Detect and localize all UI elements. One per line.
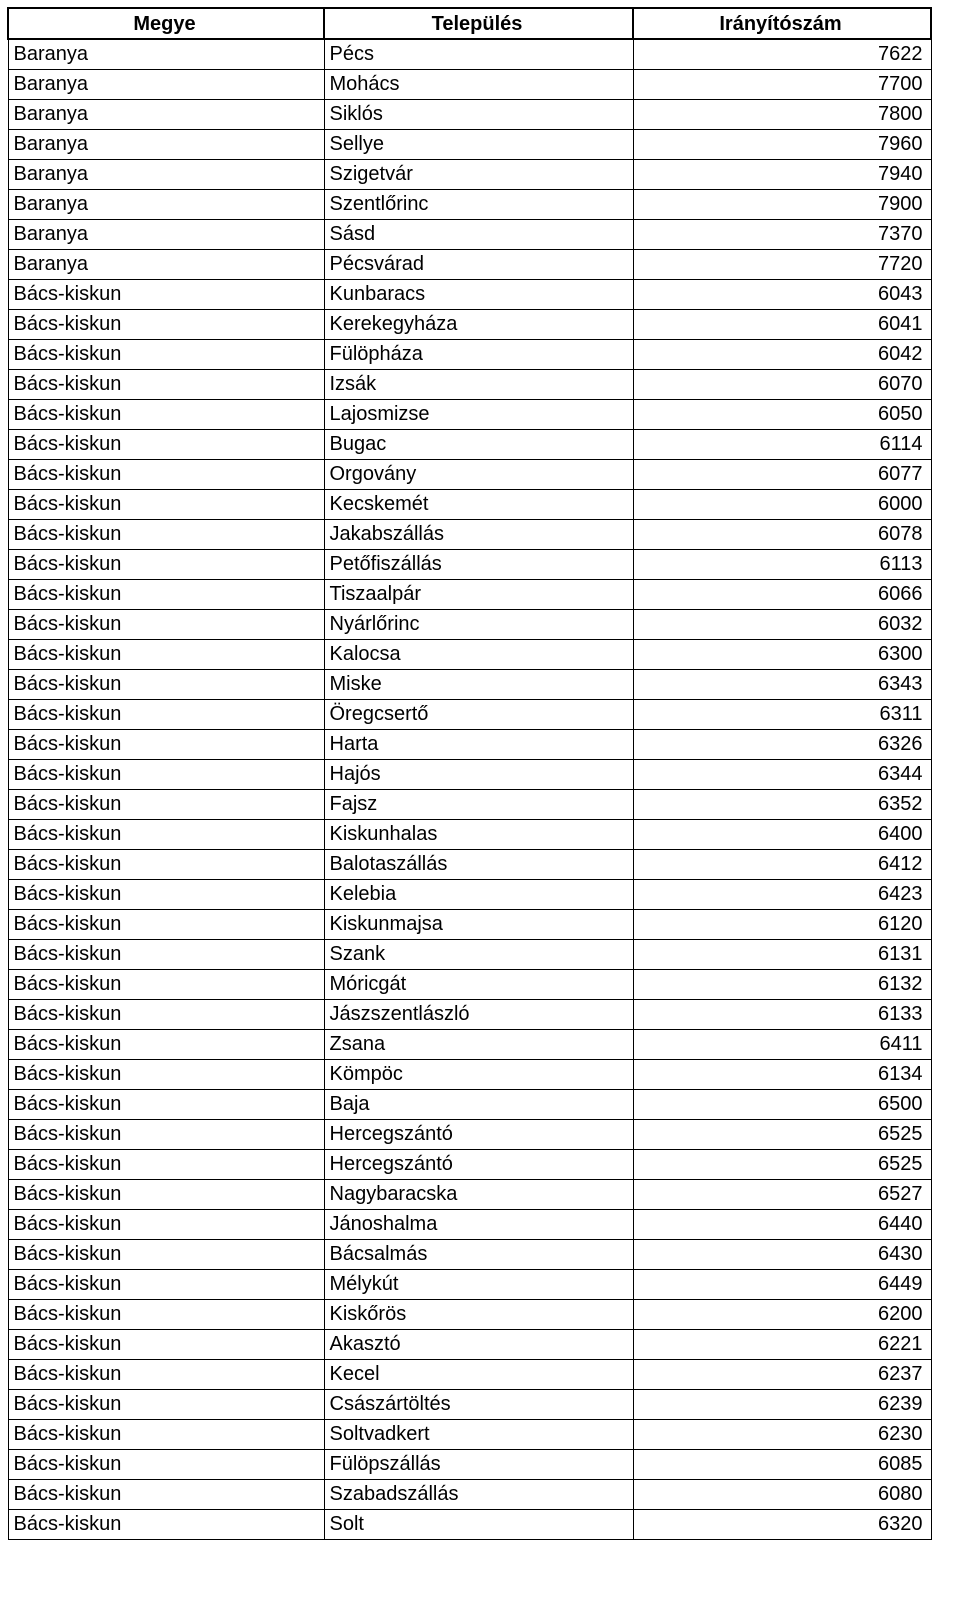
cell-county: Bács-kiskun [8, 969, 324, 999]
cell-county: Bács-kiskun [8, 639, 324, 669]
cell-settlement: Pécs [324, 39, 633, 69]
cell-postal-code: 7700 [633, 69, 931, 99]
table-row [8, 1389, 931, 1419]
cell-settlement: Kiskunmajsa [324, 909, 633, 939]
cell-postal-code: 6133 [633, 999, 931, 1029]
cell-postal-code: 7800 [633, 99, 931, 129]
cell-settlement: Tiszaalpár [324, 579, 633, 609]
cell-county: Bács-kiskun [8, 489, 324, 519]
cell-county: Bács-kiskun [8, 999, 324, 1029]
cell-county: Bács-kiskun [8, 1389, 324, 1419]
cell-settlement: Móricgát [324, 969, 633, 999]
cell-settlement: Jánoshalma [324, 1209, 633, 1239]
cell-settlement: Hajós [324, 759, 633, 789]
cell-settlement: Szigetvár [324, 159, 633, 189]
cell-county: Bács-kiskun [8, 759, 324, 789]
cell-county: Baranya [8, 129, 324, 159]
cell-county: Bács-kiskun [8, 429, 324, 459]
cell-settlement: Pécsvárad [324, 249, 633, 279]
cell-settlement: Kecskemét [324, 489, 633, 519]
table-row [8, 879, 931, 909]
cell-county: Baranya [8, 39, 324, 69]
table-row [8, 969, 931, 999]
cell-postal-code: 6120 [633, 909, 931, 939]
table-row [8, 129, 931, 159]
table-row [8, 399, 931, 429]
cell-postal-code: 6132 [633, 969, 931, 999]
cell-county: Bács-kiskun [8, 729, 324, 759]
postal-code-table [7, 7, 932, 1540]
table-row [8, 459, 931, 489]
cell-settlement: Harta [324, 729, 633, 759]
cell-postal-code: 6525 [633, 1119, 931, 1149]
table-row [8, 339, 931, 369]
cell-settlement: Soltvadkert [324, 1419, 633, 1449]
cell-postal-code: 6239 [633, 1389, 931, 1419]
cell-settlement: Bácsalmás [324, 1239, 633, 1269]
cell-postal-code: 6344 [633, 759, 931, 789]
table-row [8, 819, 931, 849]
cell-settlement: Szabadszállás [324, 1479, 633, 1509]
cell-postal-code: 6113 [633, 549, 931, 579]
cell-postal-code: 6041 [633, 309, 931, 339]
cell-settlement: Lajosmizse [324, 399, 633, 429]
column-header-postal-code: Irányítószám [633, 8, 931, 39]
cell-postal-code: 6078 [633, 519, 931, 549]
cell-postal-code: 6230 [633, 1419, 931, 1449]
column-header-county: Megye [8, 8, 324, 39]
cell-settlement: Kunbaracs [324, 279, 633, 309]
cell-settlement: Petőfiszállás [324, 549, 633, 579]
cell-county: Bács-kiskun [8, 579, 324, 609]
cell-settlement: Szentlőrinc [324, 189, 633, 219]
cell-county: Baranya [8, 249, 324, 279]
table-row [8, 1359, 931, 1389]
cell-settlement: Izsák [324, 369, 633, 399]
cell-postal-code: 6449 [633, 1269, 931, 1299]
cell-county: Bács-kiskun [8, 279, 324, 309]
cell-postal-code: 7940 [633, 159, 931, 189]
table-row [8, 489, 931, 519]
table-row [8, 1419, 931, 1449]
cell-postal-code: 6343 [633, 669, 931, 699]
cell-county: Bács-kiskun [8, 1029, 324, 1059]
cell-settlement: Jászszentlászló [324, 999, 633, 1029]
cell-postal-code: 6300 [633, 639, 931, 669]
table-row [8, 579, 931, 609]
cell-postal-code: 6043 [633, 279, 931, 309]
column-header-settlement: Település [324, 8, 633, 39]
cell-county: Bács-kiskun [8, 309, 324, 339]
table-row [8, 189, 931, 219]
cell-county: Bács-kiskun [8, 1299, 324, 1329]
cell-postal-code: 7960 [633, 129, 931, 159]
cell-settlement: Orgovány [324, 459, 633, 489]
cell-county: Bács-kiskun [8, 909, 324, 939]
cell-postal-code: 6237 [633, 1359, 931, 1389]
table-row [8, 1329, 931, 1359]
cell-settlement: Mohács [324, 69, 633, 99]
table-row [8, 99, 931, 129]
cell-postal-code: 6440 [633, 1209, 931, 1239]
table-row [8, 1059, 931, 1089]
table-row [8, 1449, 931, 1479]
cell-postal-code: 6134 [633, 1059, 931, 1089]
cell-settlement: Öregcsertő [324, 699, 633, 729]
table-row [8, 849, 931, 879]
cell-county: Bács-kiskun [8, 549, 324, 579]
table-row [8, 1149, 931, 1179]
table-row [8, 1269, 931, 1299]
cell-county: Bács-kiskun [8, 789, 324, 819]
cell-postal-code: 6411 [633, 1029, 931, 1059]
cell-postal-code: 6077 [633, 459, 931, 489]
cell-county: Bács-kiskun [8, 519, 324, 549]
cell-postal-code: 6085 [633, 1449, 931, 1479]
cell-postal-code: 6525 [633, 1149, 931, 1179]
table-row [8, 1299, 931, 1329]
cell-postal-code: 6500 [633, 1089, 931, 1119]
table-row [8, 519, 931, 549]
cell-settlement: Balotaszállás [324, 849, 633, 879]
cell-county: Bács-kiskun [8, 1479, 324, 1509]
cell-county: Bács-kiskun [8, 1209, 324, 1239]
cell-settlement: Sellye [324, 129, 633, 159]
table-row [8, 219, 931, 249]
cell-postal-code: 7622 [633, 39, 931, 69]
cell-county: Baranya [8, 189, 324, 219]
cell-postal-code: 6430 [633, 1239, 931, 1269]
cell-settlement: Sásd [324, 219, 633, 249]
cell-county: Bács-kiskun [8, 459, 324, 489]
table-row [8, 279, 931, 309]
table-row [8, 609, 931, 639]
cell-county: Bács-kiskun [8, 1329, 324, 1359]
cell-county: Bács-kiskun [8, 339, 324, 369]
cell-settlement: Hercegszántó [324, 1119, 633, 1149]
cell-county: Baranya [8, 99, 324, 129]
cell-county: Bács-kiskun [8, 1269, 324, 1299]
cell-county: Bács-kiskun [8, 1359, 324, 1389]
cell-county: Bács-kiskun [8, 1179, 324, 1209]
table-row [8, 69, 931, 99]
cell-postal-code: 6131 [633, 939, 931, 969]
table-row [8, 1509, 931, 1539]
cell-county: Bács-kiskun [8, 819, 324, 849]
cell-settlement: Baja [324, 1089, 633, 1119]
table-row [8, 159, 931, 189]
table-row [8, 999, 931, 1029]
table-row [8, 309, 931, 339]
table-row [8, 39, 931, 69]
cell-postal-code: 6000 [633, 489, 931, 519]
table-row [8, 549, 931, 579]
cell-settlement: Fajsz [324, 789, 633, 819]
cell-postal-code: 6066 [633, 579, 931, 609]
table-row [8, 939, 931, 969]
cell-county: Baranya [8, 69, 324, 99]
cell-settlement: Nagybaracska [324, 1179, 633, 1209]
cell-county: Bács-kiskun [8, 369, 324, 399]
cell-county: Bács-kiskun [8, 849, 324, 879]
cell-postal-code: 6352 [633, 789, 931, 819]
table-row [8, 909, 931, 939]
cell-settlement: Fülöpszállás [324, 1449, 633, 1479]
cell-settlement: Mélykút [324, 1269, 633, 1299]
table-row [8, 639, 931, 669]
cell-postal-code: 6080 [633, 1479, 931, 1509]
cell-settlement: Kalocsa [324, 639, 633, 669]
cell-county: Bács-kiskun [8, 1119, 324, 1149]
cell-county: Bács-kiskun [8, 1419, 324, 1449]
table-row [8, 1479, 931, 1509]
cell-postal-code: 6326 [633, 729, 931, 759]
table-row [8, 369, 931, 399]
table-row [8, 1119, 931, 1149]
cell-postal-code: 6200 [633, 1299, 931, 1329]
cell-settlement: Miske [324, 669, 633, 699]
cell-settlement: Kiskőrös [324, 1299, 633, 1329]
cell-postal-code: 6114 [633, 429, 931, 459]
cell-settlement: Hercegszántó [324, 1149, 633, 1179]
cell-county: Bács-kiskun [8, 699, 324, 729]
cell-postal-code: 6070 [633, 369, 931, 399]
cell-settlement: Császártöltés [324, 1389, 633, 1419]
cell-postal-code: 6221 [633, 1329, 931, 1359]
cell-county: Bács-kiskun [8, 879, 324, 909]
cell-county: Baranya [8, 219, 324, 249]
cell-county: Bács-kiskun [8, 669, 324, 699]
table-row [8, 1179, 931, 1209]
cell-county: Baranya [8, 159, 324, 189]
header-row [8, 8, 931, 39]
table-row [8, 1089, 931, 1119]
cell-county: Bács-kiskun [8, 399, 324, 429]
table-row [8, 1209, 931, 1239]
cell-settlement: Zsana [324, 1029, 633, 1059]
cell-settlement: Jakabszállás [324, 519, 633, 549]
cell-postal-code: 6400 [633, 819, 931, 849]
cell-county: Bács-kiskun [8, 1059, 324, 1089]
cell-postal-code: 6412 [633, 849, 931, 879]
table-row [8, 759, 931, 789]
cell-settlement: Kelebia [324, 879, 633, 909]
cell-postal-code: 7370 [633, 219, 931, 249]
cell-county: Bács-kiskun [8, 1449, 324, 1479]
cell-county: Bács-kiskun [8, 609, 324, 639]
cell-settlement: Akasztó [324, 1329, 633, 1359]
cell-settlement: Kerekegyháza [324, 309, 633, 339]
cell-postal-code: 6527 [633, 1179, 931, 1209]
cell-settlement: Kömpöc [324, 1059, 633, 1089]
cell-settlement: Siklós [324, 99, 633, 129]
cell-settlement: Nyárlőrinc [324, 609, 633, 639]
table-row [8, 669, 931, 699]
cell-settlement: Kecel [324, 1359, 633, 1389]
cell-county: Bács-kiskun [8, 1239, 324, 1269]
cell-county: Bács-kiskun [8, 1089, 324, 1119]
cell-settlement: Fülöpháza [324, 339, 633, 369]
table-row [8, 429, 931, 459]
cell-settlement: Solt [324, 1509, 633, 1539]
cell-county: Bács-kiskun [8, 1149, 324, 1179]
table-row [8, 789, 931, 819]
cell-postal-code: 6032 [633, 609, 931, 639]
cell-postal-code: 6423 [633, 879, 931, 909]
table-row [8, 699, 931, 729]
cell-settlement: Kiskunhalas [324, 819, 633, 849]
cell-postal-code: 7900 [633, 189, 931, 219]
cell-postal-code: 6320 [633, 1509, 931, 1539]
cell-settlement: Szank [324, 939, 633, 969]
cell-postal-code: 7720 [633, 249, 931, 279]
cell-settlement: Bugac [324, 429, 633, 459]
table-row [8, 1029, 931, 1059]
table-row [8, 729, 931, 759]
cell-county: Bács-kiskun [8, 939, 324, 969]
cell-postal-code: 6042 [633, 339, 931, 369]
cell-postal-code: 6050 [633, 399, 931, 429]
cell-county: Bács-kiskun [8, 1509, 324, 1539]
table-row [8, 249, 931, 279]
cell-postal-code: 6311 [633, 699, 931, 729]
table-row [8, 1239, 931, 1269]
